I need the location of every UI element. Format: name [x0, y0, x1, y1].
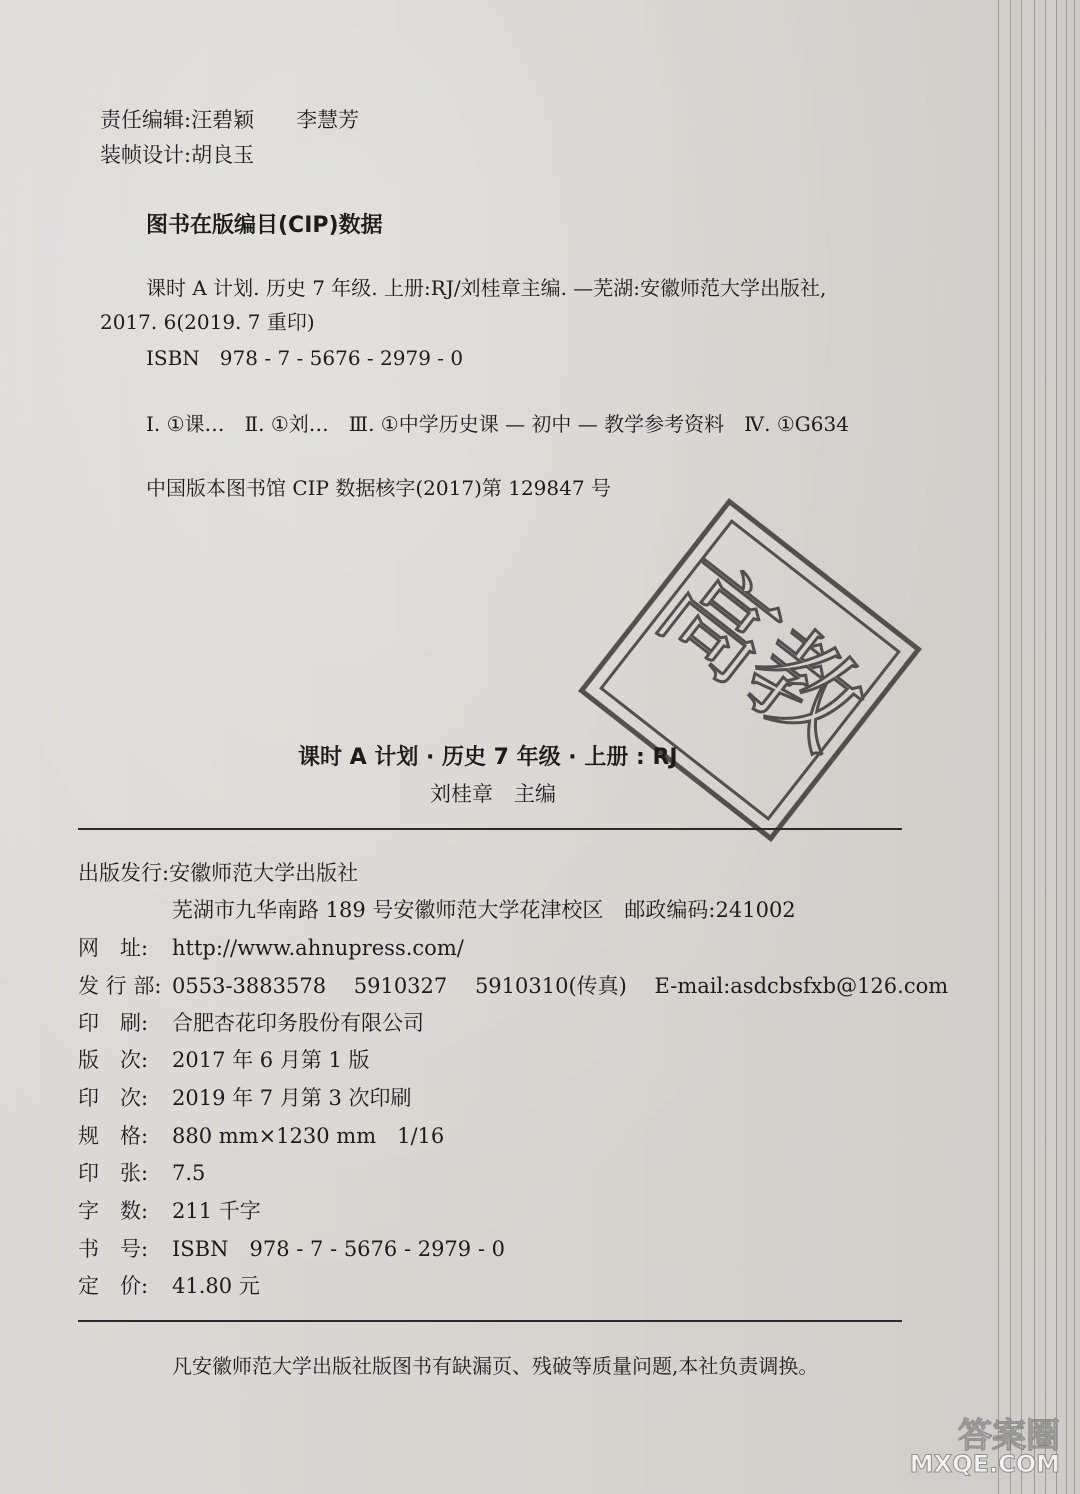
detail-key: 字 数: — [78, 1199, 149, 1223]
publisher-row — [78, 857, 358, 887]
designer-credit — [100, 139, 254, 169]
detail-sheets — [78, 1157, 205, 1187]
detail-key: 书 号: — [78, 1237, 149, 1261]
divider-top — [78, 828, 902, 830]
detail-value: http://www.ahnupress.com/ — [172, 936, 464, 960]
detail-value: 0553-3883578 5910327 5910310(传真) E-mail:asdcbsfxb@126.com — [172, 974, 949, 998]
detail-printer — [78, 1007, 424, 1037]
detail-key: 网 址: — [78, 936, 149, 960]
seal-stamp — [560, 480, 940, 860]
detail-format — [78, 1120, 444, 1150]
detail-isbn — [78, 1233, 505, 1263]
site-watermark — [896, 1404, 1066, 1484]
publisher-name: 安徽师范大学出版社 — [169, 861, 359, 885]
publisher-label: 出版发行: — [78, 861, 170, 885]
detail-value: 880 mm×1230 mm 1/16 — [172, 1124, 445, 1148]
detail-key: 规 格: — [78, 1124, 149, 1148]
cip-classification: Ⅰ. ①课… Ⅱ. ①刘… Ⅲ. ①中学历史课 — 初中 — 教学参考资料 Ⅳ. ①G634 — [146, 412, 849, 436]
detail-key: 印 次: — [78, 1086, 149, 1110]
book-editor: 刘桂章 主编 — [430, 782, 556, 806]
cip-heading: 图书在版编目(CIP)数据 — [146, 213, 383, 238]
watermark-domain: MXQE.COM — [909, 1450, 1060, 1478]
detail-key: 发 行 部: — [78, 974, 162, 998]
cip-line-1: 课时 A 计划. 历史 7 年级. 上册:RJ/刘桂章主编. —芜湖:安徽师范大学出版社, — [146, 276, 827, 300]
detail-price — [78, 1270, 260, 1300]
cip-record: 中国版本图书馆 CIP 数据核字(2017)第 129847 号 — [146, 476, 611, 500]
watermark-logo-text: 答案圈 — [958, 1416, 1060, 1456]
detail-value: 合肥杏花印务股份有限公司 — [172, 1011, 424, 1035]
detail-website — [78, 932, 464, 962]
detail-word-count — [78, 1195, 261, 1225]
quality-notice: 凡安徽师范大学出版社版图书有缺漏页、残破等质量问题,本社负责调换。 — [172, 1354, 819, 1378]
detail-value: 2017 年 6 月第 1 版 — [172, 1048, 370, 1072]
book-title: 课时 A 计划 · 历史 7 年级 · 上册 : RJ — [298, 745, 678, 770]
divider-bottom — [78, 1320, 902, 1322]
detail-key: 定 价: — [78, 1274, 149, 1298]
designer-name: 胡良玉 — [191, 143, 255, 167]
cip-isbn: ISBN 978 - 7 - 5676 - 2979 - 0 — [146, 346, 464, 370]
editor-credit — [100, 104, 359, 134]
detail-value: 41.80 元 — [172, 1274, 260, 1298]
detail-value: ISBN 978 - 7 - 5676 - 2979 - 0 — [172, 1237, 505, 1261]
editor-label: 责任编辑: — [100, 108, 192, 132]
detail-value: 7.5 — [172, 1161, 206, 1185]
detail-value: 2019 年 7 月第 3 次印刷 — [172, 1086, 412, 1110]
detail-printing — [78, 1082, 412, 1112]
stamp-text: 高教 — [634, 537, 888, 774]
detail-key: 印 张: — [78, 1161, 149, 1185]
detail-edition — [78, 1044, 370, 1074]
detail-key: 版 次: — [78, 1048, 149, 1072]
editor-names: 汪碧颖 李慧芳 — [191, 108, 360, 132]
detail-key: 印 刷: — [78, 1011, 149, 1035]
page-edges — [990, 0, 1080, 1494]
designer-label: 装帧设计: — [100, 143, 192, 167]
detail-value: 211 千字 — [172, 1199, 261, 1223]
detail-sales — [78, 970, 948, 1000]
cip-line-2: 2017. 6(2019. 7 重印) — [100, 310, 315, 334]
publisher-address: 芜湖市九华南路 189 号安徽师范大学花津校区 邮政编码:241002 — [172, 898, 796, 922]
